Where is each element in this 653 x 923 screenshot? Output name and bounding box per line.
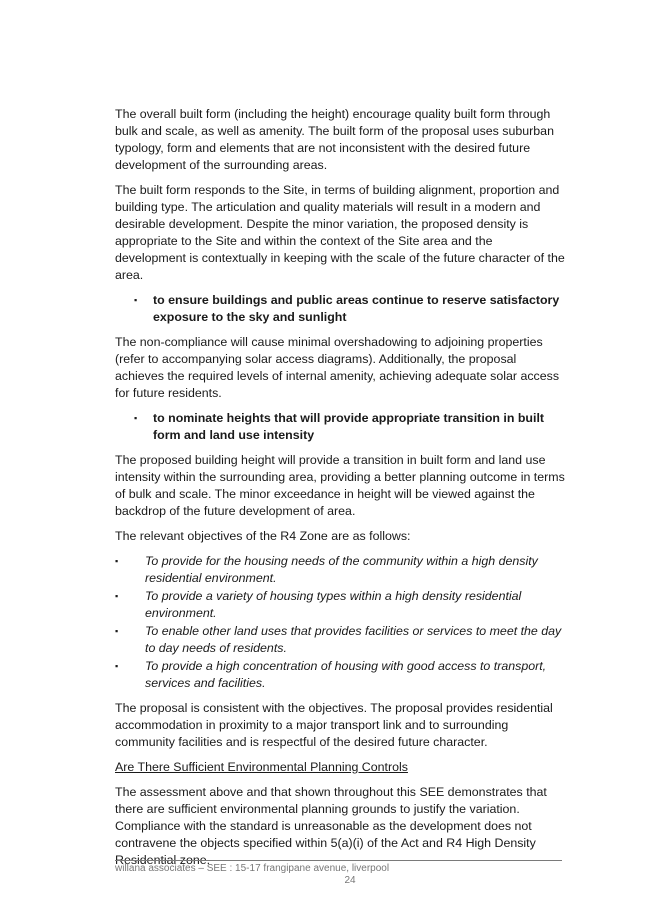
bullet-marker: ▪ <box>115 556 119 566</box>
list-item-text: To provide a high concentration of housing with good access to transport, services and facilities. <box>145 659 547 690</box>
list-item-text: To enable other land uses that provides facilities or services to meet the day to day needs of residents. <box>145 624 562 655</box>
bullet-marker: ▪ <box>134 295 138 305</box>
list-item-text: To provide a variety of housing types within a high density residential environment. <box>145 589 522 620</box>
objective-bullet-height-transition <box>115 410 565 444</box>
bullet-marker: ▪ <box>115 626 119 636</box>
paragraph-site-response: The built form responds to the Site, in terms of building alignment, proportion and building type. The articulation and quality materials will result in a modern and desirable development. Despite the minor variation, the proposed density is appropriate to the Site and within the context of the Site area and the development is contextually in keeping with the scale of the future character of the area. <box>115 183 565 282</box>
paragraph-assessment: The assessment above and that shown throughout this SEE demonstrates that there are sufficient environmental planning grounds to justify the variation. Compliance with the standard is unreasonable as the development does not contravene the objects specified within 5(a)(i) of the Act and R4 High Density Residential zone. <box>115 785 547 867</box>
paragraph-height-transition: The proposed building height will provide a transition in built form and land use intensity within the surrounding area, providing a better planning outcome in terms of bulk and scale. The minor exceedance in height will be viewed against the backdrop of the future development of area. <box>115 453 565 518</box>
list-item <box>115 623 565 657</box>
objective-bullet-text: to nominate heights that will provide appropriate transition in built form and land use intensity <box>153 411 545 442</box>
paragraph-r4-intro: The relevant objectives of the R4 Zone are as follows: <box>115 529 411 543</box>
paragraph-built-form: The overall built form (including the height) encourage quality built form through bulk and scale, as well as amenity. The built form of the proposal uses suburban typology, form and elements that are not inconsistent with the desired future development of the surrounding areas. <box>115 107 554 172</box>
footer-divider <box>115 860 562 861</box>
paragraph-overshadowing: The non-compliance will cause minimal overshadowing to adjoining properties (refer to accompanying solar access diagrams). Additionally, the proposal achieves the required levels of internal amenity, achieving adequate solar access for future residents. <box>115 335 560 400</box>
footer-text: willana associates – SEE : 15-17 frangipane avenue, liverpool <box>115 863 390 874</box>
bullet-marker: ▪ <box>134 413 138 423</box>
bullet-marker: ▪ <box>115 661 119 671</box>
r4-objectives-list <box>115 553 565 692</box>
section-heading: Are There Sufficient Environmental Planning Controls <box>115 760 408 774</box>
list-item <box>115 553 565 587</box>
objective-bullet-sky-exposure <box>115 292 565 326</box>
bullet-marker: ▪ <box>115 591 119 601</box>
page-number: 24 <box>344 875 356 886</box>
list-item-text: To provide for the housing needs of the community within a high density residential environment. <box>145 554 538 585</box>
list-item <box>115 588 565 622</box>
paragraph-consistency: The proposal is consistent with the objectives. The proposal provides residential accommodation in proximity to a major transport link and to surrounding community facilities and is respectful of the desired future character. <box>115 701 553 749</box>
list-item <box>115 658 565 692</box>
objective-bullet-text: to ensure buildings and public areas continue to reserve satisfactory exposure to the sky and sunlight <box>153 293 560 324</box>
page-body <box>115 106 565 877</box>
